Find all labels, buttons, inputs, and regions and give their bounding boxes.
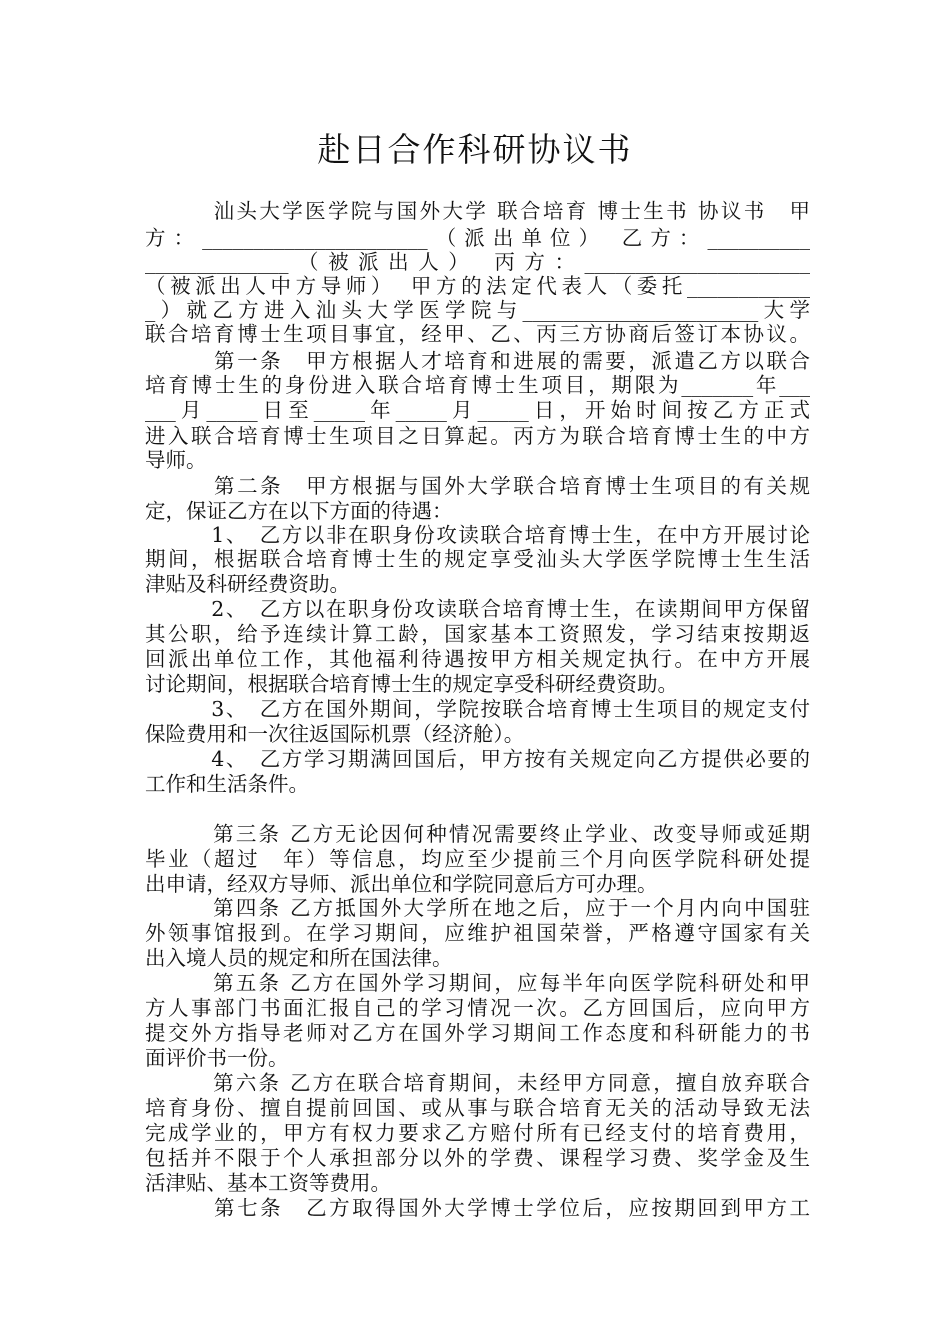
- document-title: 赴日合作科研协议书: [317, 130, 633, 169]
- text-line: 第六条 乙方在联合培育期间，未经甲方同意，擅自放弃联合: [145, 1071, 810, 1095]
- text-line: 3、 乙方在国外期间，学院按联合培育博士生项目的规定支付: [145, 697, 810, 721]
- text-line: 第五条 乙方在国外学习期间，应每半年向医学院科研处和甲: [145, 971, 810, 995]
- text-line: 方：______________________（派出单位） 乙方：__________: [145, 226, 810, 250]
- text-line: 期间，根据联合培育博士生的规定享受汕头大学医学院博士生生活: [145, 547, 810, 571]
- text-line: 保险费用和一次往返国际机票（经济舱）。: [145, 722, 525, 746]
- text-line: 其公职，给予连续计算工龄，国家基本工资照发，学习结束按期返: [145, 622, 810, 646]
- text-line: 活津贴、基本工资等费用。: [145, 1171, 391, 1195]
- text-line: 培育博士生的身份进入联合培育博士生项目，期限为_______年___: [145, 373, 810, 397]
- text-line: 4、 乙方学习期满回国后，甲方按有关规定向乙方提供必要的: [145, 747, 810, 771]
- text-line: 第一条 甲方根据人才培育和进展的需要，派遣乙方以联合: [145, 349, 810, 373]
- text-line: 提交外方指导老师对乙方在国外学习期间工作态度和科研能力的书: [145, 1021, 810, 1045]
- text-line: ___月_____日至_____年_____月_____日，开始时间按乙方正式: [145, 398, 810, 422]
- text-line: 工作和生活条件。: [145, 772, 309, 796]
- text-line: 导师。: [145, 448, 207, 472]
- text-line: 第二条 甲方根据与国外大学联合培育博士生项目的有关规: [145, 474, 810, 498]
- text-line: _）就乙方进入汕头大学医学院与_______________________大学: [145, 298, 810, 322]
- text-line: 进入联合培育博士生项目之日算起。丙方为联合培育博士生的中方: [145, 424, 810, 448]
- text-line: 第三条 乙方无论因何种情况需要终止学业、改变导师或延期: [145, 822, 810, 846]
- text-line: 回派出单位工作，其他福利待遇按甲方相关规定执行。在中方开展: [145, 647, 810, 671]
- text-line: 外领事馆报到。在学习期间，应维护祖国荣誉，严格遵守国家有关: [145, 921, 810, 945]
- text-line: 1、 乙方以非在职身份攻读联合培育博士生，在中方开展讨论: [145, 523, 810, 547]
- text-line: 培育身份、擅自提前回国、或从事与联合培育无关的活动导致无法: [145, 1096, 810, 1120]
- text-line: 第七条 乙方取得国外大学博士学位后，应按期回到甲方工: [145, 1196, 810, 1220]
- text-line: 联合培育博士生项目事宜，经甲、乙、丙三方协商后签订本协议。: [145, 322, 810, 346]
- text-line: 津贴及科研经费资助。: [145, 572, 350, 596]
- text-line: 出申请，经双方导师、派出单位和学院同意后方可办理。: [145, 872, 658, 896]
- text-line: 出入境人员的规定和所在国法律。: [145, 946, 453, 970]
- text-line: 汕头大学医学院与国外大学 联合培育 博士生书 协议书 甲: [145, 199, 810, 223]
- text-line: 第四条 乙方抵国外大学所在地之后，应于一个月内向中国驻: [145, 896, 810, 920]
- text-line: 毕业（超过 年）等信息，均应至少提前三个月向医学院科研处提: [145, 847, 810, 871]
- text-line: 包括并不限于个人承担部分以外的学费、课程学习费、奖学金及生: [145, 1146, 810, 1170]
- text-line: 完成学业的，甲方有权力要求乙方赔付所有已经支付的培育费用，: [145, 1121, 810, 1145]
- text-line: 讨论期间，根据联合培育博士生的规定享受科研经费资助。: [145, 672, 678, 696]
- text-line: ______________（被派出人） 丙方：______________________: [145, 250, 810, 274]
- text-line: 方人事部门书面汇报自己的学习情况一次。乙方回国后，应向甲方: [145, 996, 810, 1020]
- text-line: （被派出人中方导师） 甲方的法定代表人（委托____________: [145, 274, 810, 298]
- text-line: 2、 乙方以在职身份攻读联合培育博士生，在读期间甲方保留: [145, 597, 810, 621]
- text-line: 面评价书一份。: [145, 1046, 289, 1070]
- text-line: 定，保证乙方在以下方面的待遇：: [145, 499, 453, 523]
